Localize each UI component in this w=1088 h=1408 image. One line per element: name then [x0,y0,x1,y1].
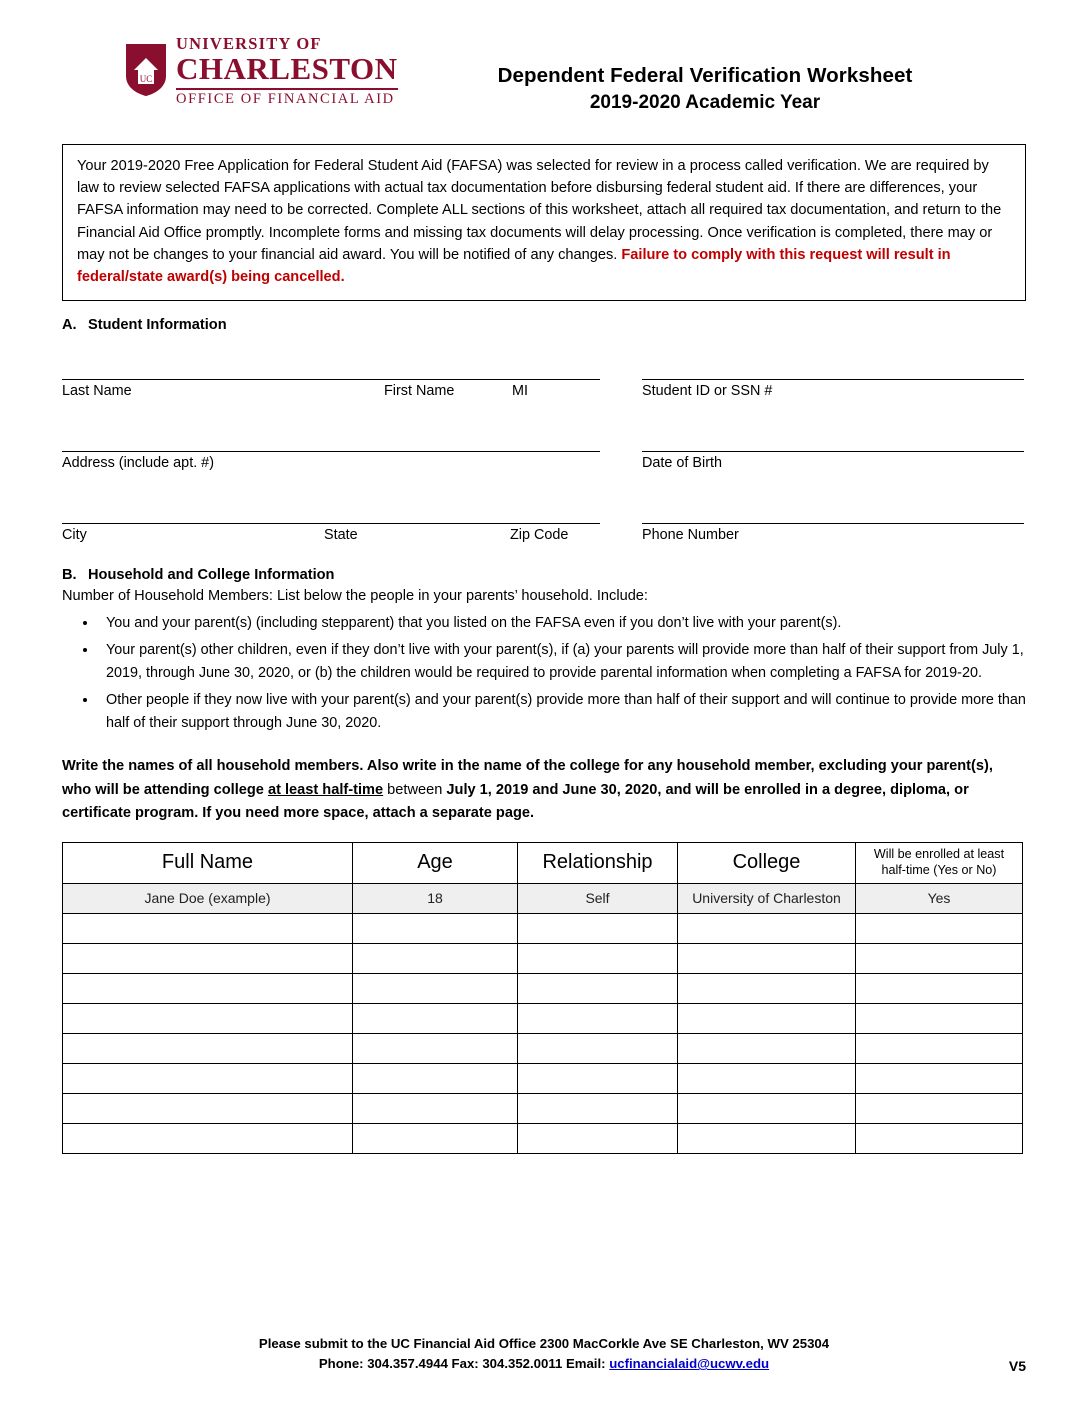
student-id-input[interactable] [642,351,1024,380]
city-state-zip-input[interactable] [62,495,600,524]
household-bullet-list [62,612,1026,735]
date-of-birth-input[interactable] [642,423,1024,452]
shield-icon [124,42,168,98]
cell-college[interactable] [678,1123,856,1153]
label-zip-code: Zip Code [510,527,569,544]
cell-age[interactable] [353,913,518,943]
cell-full-name[interactable] [63,1093,353,1123]
cell-college[interactable] [678,973,856,1003]
table-row[interactable] [63,973,1023,1003]
cell-relationship[interactable] [518,1033,678,1063]
table-row [63,883,1023,913]
footer-address: Please submit to the UC Financial Aid Office 2300 MacCorkle Ave SE Charleston, WV 25304 [258,1336,830,1352]
list-item: • Your parent(s) other children, even if they don’t live with your parent(s), if (a) your parents will provide more than half of their support from July 1, 2019, through June 30, 2020, or (b) the children would be required to provide parental information when completing a FAFSA for 2019-20. [98,639,1026,685]
page-title: Dependent Federal Verification Worksheet [497,64,913,87]
household-instructions [62,755,1026,826]
field-row-city [62,495,1026,543]
notice-body: Your 2019-2020 Free Application for Federal Student Aid (FAFSA) was selected for review in a process called verification. We are required by law to review selected FAFSA applications with actual tax documentation before disbursing federal student aid. If there are differences, your FAFSA information may need to be corrected. Complete ALL sections of this worksheet, attach all required tax documentation, and return to the Financial Aid Office promptly. Incomplete forms and missing tax documents will delay processing. Once verification is completed, there may or may not be changes to your financial aid award. You will be notified of any changes. [77,158,1002,263]
section-a-title: Student Information [88,317,227,334]
cell-age[interactable] [353,1123,518,1153]
label-first-name: First Name [384,383,455,400]
page-footer [0,1334,1088,1374]
cell-relationship: Self [518,883,678,913]
label-student-id: Student ID or SSN # [642,383,773,400]
cell-half-time[interactable] [856,943,1023,973]
cell-college[interactable] [678,1063,856,1093]
cell-full-name[interactable] [63,943,353,973]
address-input[interactable] [62,423,600,452]
cell-college[interactable] [678,1093,856,1123]
label-address: Address (include apt. #) [62,455,214,472]
section-a-heading [62,317,1026,333]
cell-college[interactable] [678,1033,856,1063]
list-item: • Other people if they now live with your parent(s) and your parent(s) provide more than half of their support and will continue to provide more than half of their support through June 30, 2020. [98,689,1026,735]
page-subtitle: 2019-2020 Academic Year [589,92,821,113]
field-row-address [62,423,1026,471]
cell-full-name[interactable] [63,973,353,1003]
footer-contact-text: Phone: 304.357.4944 Fax: 304.352.0011 Email: [318,1356,610,1372]
cell-full-name[interactable] [63,1033,353,1063]
cell-full-name[interactable] [63,1123,353,1153]
cell-age[interactable] [353,943,518,973]
cell-half-time: Yes [856,883,1023,913]
university-logo [124,34,398,108]
list-item: • You and your parent(s) (including stepparent) that you listed on the FAFSA even if you don’t live with your parent(s). [98,612,1026,635]
cell-half-time[interactable] [856,1063,1023,1093]
cell-half-time[interactable] [856,1093,1023,1123]
table-row[interactable] [63,1063,1023,1093]
form-version: V5 [1008,1358,1026,1374]
cell-age[interactable] [353,1093,518,1123]
household-members-table [62,842,1023,1154]
cell-college: University of Charleston [678,883,856,913]
cell-age[interactable] [353,1033,518,1063]
label-last-name: Last Name [62,383,132,400]
table-row[interactable] [63,1003,1023,1033]
name-input[interactable] [62,351,600,380]
instructions-dates: July 1, 2019 and June 30, 2020 [446,781,658,798]
label-state: State [324,527,358,544]
cell-relationship[interactable] [518,913,678,943]
cell-full-name[interactable] [63,1063,353,1093]
cell-full-name: Jane Doe (example) [63,883,353,913]
section-a-letter: A. [62,317,77,334]
field-row-name [62,351,1026,399]
footer-contact [0,1354,1088,1374]
cell-college[interactable] [678,913,856,943]
cell-age[interactable] [353,1003,518,1033]
cell-relationship[interactable] [518,1063,678,1093]
cell-college[interactable] [678,943,856,973]
table-header-row [63,842,1023,883]
page-header [62,36,1026,132]
student-information-fields [62,351,1026,543]
section-b-title: Household and College Information [88,567,335,584]
cell-relationship[interactable] [518,1093,678,1123]
column-header-half-time: Will be enrolled at least half-time (Yes or No) [856,842,1023,883]
cell-college[interactable] [678,1003,856,1033]
cell-age[interactable] [353,973,518,1003]
section-b-heading [62,567,1026,583]
cell-half-time[interactable] [856,1123,1023,1153]
cell-half-time[interactable] [856,1003,1023,1033]
notice-warning: Failure to comply with this request will result in federal/state award(s) being cancelled. [77,246,951,285]
cell-relationship[interactable] [518,1003,678,1033]
email-link[interactable]: ucfinancialaid@ucwv.edu [609,1356,770,1372]
label-date-of-birth: Date of Birth [642,455,722,472]
logo-line-office: OFFICE OF FINANCIAL AID [176,91,395,108]
column-header-age: Age [353,842,518,883]
column-header-college: College [678,842,856,883]
table-row[interactable] [63,943,1023,973]
cell-relationship[interactable] [518,1123,678,1153]
label-phone-number: Phone Number [642,527,739,544]
table-row[interactable] [63,1123,1023,1153]
cell-relationship[interactable] [518,943,678,973]
cell-half-time[interactable] [856,913,1023,943]
instructions-half-time: at least half-time [267,781,384,798]
phone-number-input[interactable] [642,495,1024,524]
label-city: City [62,527,87,544]
svg-text:UC: UC [139,74,153,84]
cell-full-name[interactable] [63,1003,353,1033]
cell-age[interactable] [353,1063,518,1093]
table-row[interactable] [63,1093,1023,1123]
title-block [354,36,1026,114]
table-row[interactable] [63,1033,1023,1063]
cell-relationship[interactable] [518,973,678,1003]
verification-notice [62,144,1026,301]
column-header-full-name: Full Name [63,842,353,883]
table-row[interactable] [63,913,1023,943]
cell-full-name[interactable] [63,913,353,943]
logo-line-charleston: CHARLESTON [176,50,398,86]
cell-half-time[interactable] [856,1033,1023,1063]
household-intro: Number of Household Members: List below the people in your parents’ household. Include: [62,588,648,605]
instructions-part-2: between [383,781,447,798]
logo-line-university: UNIVERSITY OF [176,34,322,53]
cell-age: 18 [353,883,518,913]
cell-half-time[interactable] [856,973,1023,1003]
section-b-letter: B. [62,567,77,584]
column-header-relationship: Relationship [518,842,678,883]
label-mi: MI [512,383,528,400]
instructions-part-1: Write the names of all household members. Also write in the name of the college for any household member, excluding your parent(s), who will be attending college [62,757,993,798]
instructions-part-3: , and will be enrolled in a degree, diploma, or certificate program. If you need more space, attach a separate page. [62,781,969,822]
